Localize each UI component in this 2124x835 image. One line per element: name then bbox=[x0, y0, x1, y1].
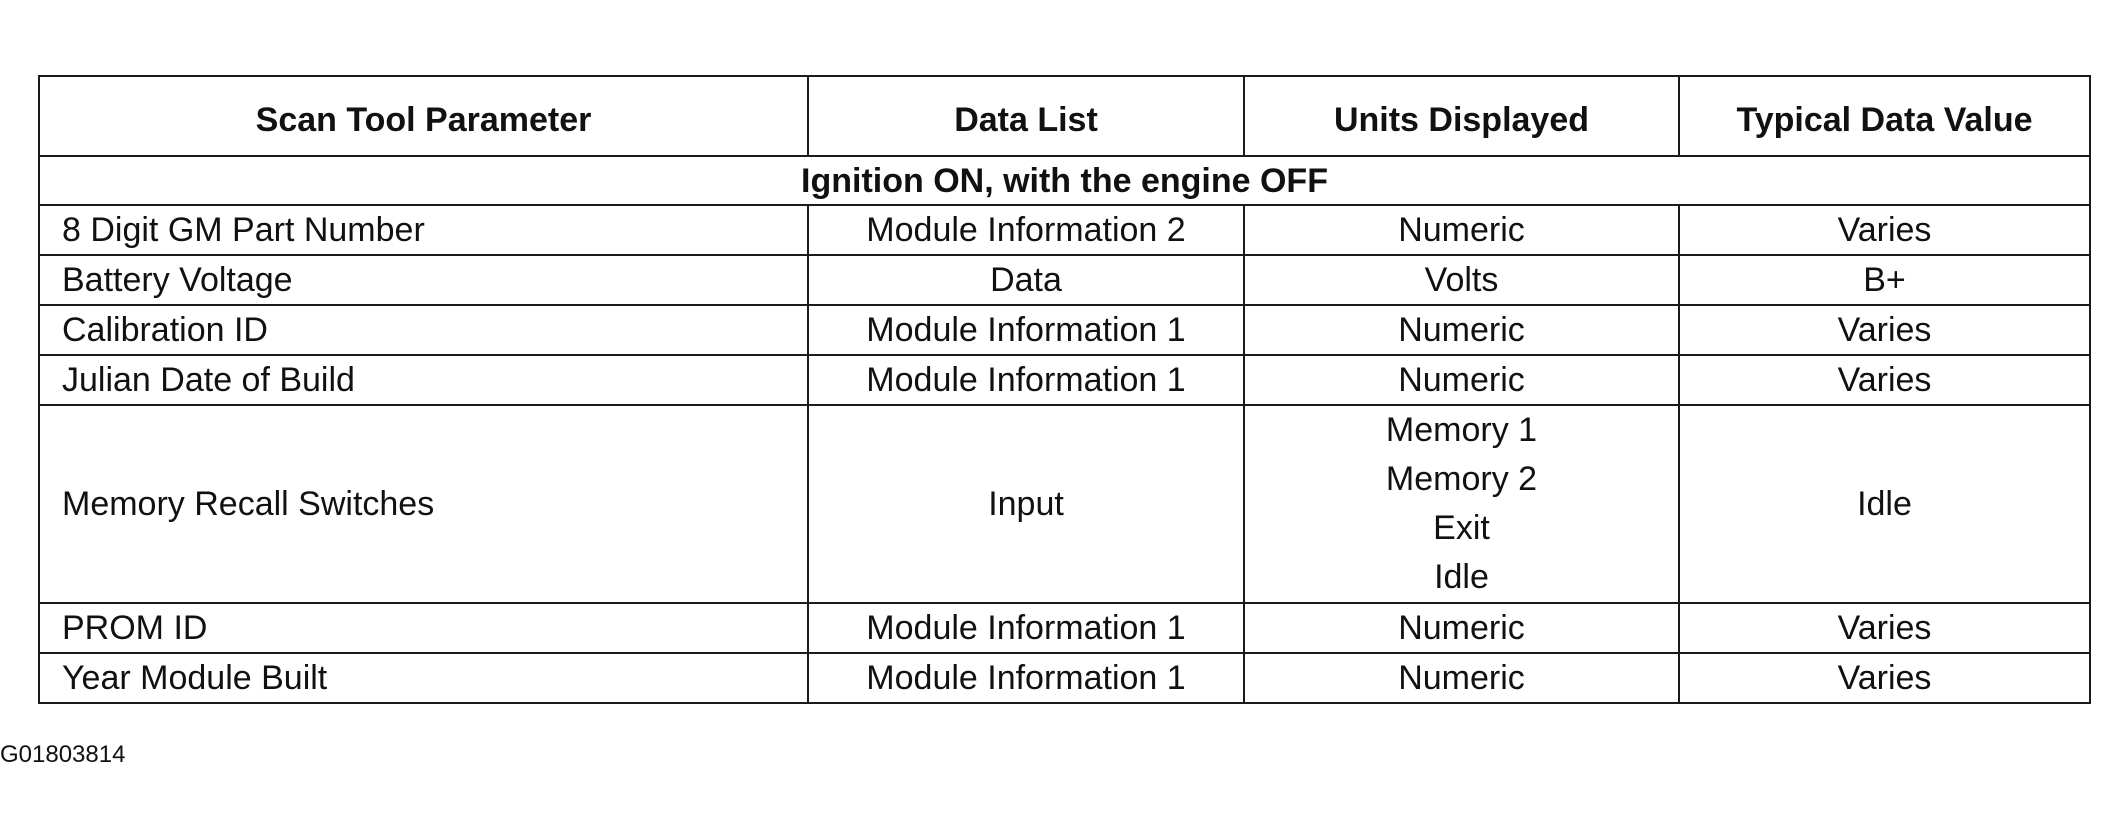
header-scan-tool-parameter: Scan Tool Parameter bbox=[39, 76, 808, 156]
figure-id: G01803814 bbox=[0, 741, 126, 768]
table-row bbox=[39, 603, 2090, 653]
units-option: Memory 2 bbox=[1385, 460, 1538, 498]
cell-typical-value: Varies bbox=[1679, 205, 2090, 255]
cell-parameter: Year Module Built bbox=[39, 653, 808, 703]
cell-units: Numeric bbox=[1244, 205, 1679, 255]
units-option: Memory 1 bbox=[1385, 411, 1538, 449]
cell-data-list: Module Information 2 bbox=[808, 205, 1244, 255]
cell-parameter: PROM ID bbox=[39, 603, 808, 653]
cell-units: Numeric bbox=[1244, 653, 1679, 703]
cell-data-list: Module Information 1 bbox=[808, 305, 1244, 355]
table-row bbox=[39, 305, 2090, 355]
cell-parameter: Calibration ID bbox=[39, 305, 808, 355]
cell-units: Numeric bbox=[1244, 305, 1679, 355]
cell-parameter: 8 Digit GM Part Number bbox=[39, 205, 808, 255]
table-row bbox=[39, 405, 2090, 603]
cell-typical-value: Varies bbox=[1679, 603, 2090, 653]
cell-typical-value: Idle bbox=[1679, 405, 2090, 603]
section-row bbox=[39, 156, 2090, 205]
cell-units: Volts bbox=[1244, 255, 1679, 305]
header-row bbox=[39, 76, 2090, 156]
cell-parameter: Memory Recall Switches bbox=[39, 405, 808, 603]
cell-units bbox=[1244, 405, 1679, 603]
cell-typical-value: Varies bbox=[1679, 653, 2090, 703]
scan-tool-data-table bbox=[38, 75, 2091, 704]
cell-parameter: Battery Voltage bbox=[39, 255, 808, 305]
cell-data-list: Input bbox=[808, 405, 1244, 603]
cell-data-list: Module Information 1 bbox=[808, 603, 1244, 653]
cell-typical-value: Varies bbox=[1679, 305, 2090, 355]
table-row bbox=[39, 653, 2090, 703]
cell-data-list: Module Information 1 bbox=[808, 653, 1244, 703]
header-units-displayed: Units Displayed bbox=[1244, 76, 1679, 156]
cell-typical-value: B+ bbox=[1679, 255, 2090, 305]
table-row bbox=[39, 355, 2090, 405]
cell-data-list: Module Information 1 bbox=[808, 355, 1244, 405]
header-typical-data-value: Typical Data Value bbox=[1679, 76, 2090, 156]
table-row bbox=[39, 255, 2090, 305]
section-title: Ignition ON, with the engine OFF bbox=[39, 156, 2090, 205]
units-option: Idle bbox=[1434, 558, 1489, 596]
cell-units: Numeric bbox=[1244, 603, 1679, 653]
header-data-list: Data List bbox=[808, 76, 1244, 156]
cell-data-list: Data bbox=[808, 255, 1244, 305]
cell-units: Numeric bbox=[1244, 355, 1679, 405]
table-row bbox=[39, 205, 2090, 255]
cell-parameter: Julian Date of Build bbox=[39, 355, 808, 405]
cell-typical-value: Varies bbox=[1679, 355, 2090, 405]
units-option: Exit bbox=[1433, 509, 1490, 547]
